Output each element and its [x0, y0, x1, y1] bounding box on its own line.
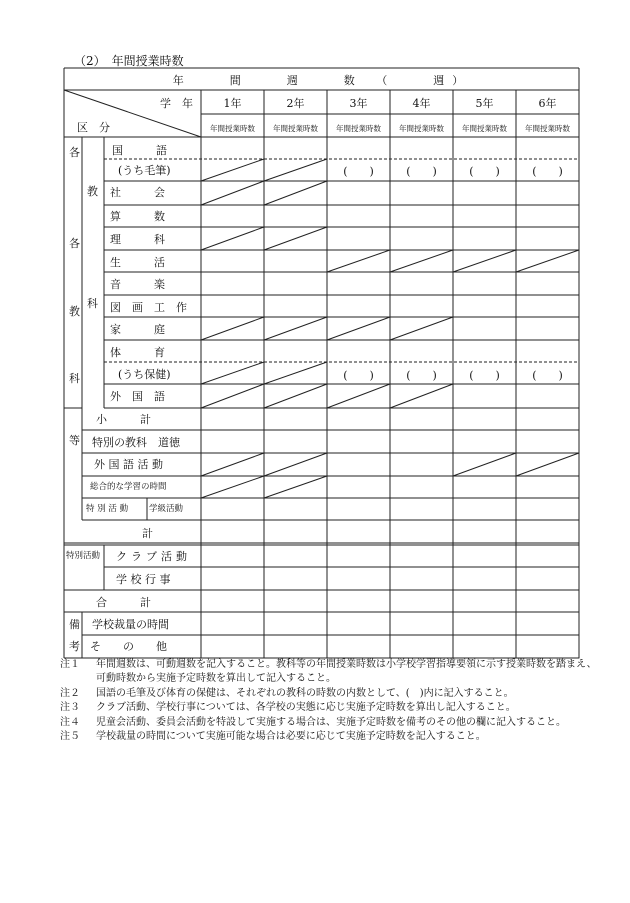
note-item	[60, 730, 600, 744]
sogo-label: 総合的な学習の時間	[90, 482, 167, 492]
kyo-char: 教	[69, 305, 80, 318]
not-applicable-slash	[453, 453, 516, 476]
note-item	[60, 716, 600, 730]
annual-hours-subheader: 年間授業時数	[462, 124, 507, 133]
subject-mohitsu: (うち毛筆)	[118, 164, 171, 177]
note-label: 注３	[60, 702, 80, 714]
annual-hours-subheader: 年間授業時数	[273, 124, 318, 133]
not-applicable-slash	[453, 250, 516, 272]
gakko-sairyo-label: 学校裁量の時間	[92, 618, 169, 631]
weeks-header: 年 間 週 数 （ 週）	[172, 74, 472, 87]
inner-count-cell[interactable]: ( )	[406, 165, 437, 178]
grade-header: 5年	[475, 97, 494, 110]
section-heading: （2） 年間授業時数	[74, 54, 184, 68]
not-applicable-slash	[201, 317, 264, 340]
subject-hoken: (うち保健)	[118, 368, 171, 381]
subject-gaikokugo: 外 国 語	[110, 390, 165, 403]
note-text: 年間週数は、可動週数を記入すること。教科等の年間授業時数は小学校学習指導要領に示す授業時数を踏まえ、可動時数から実施予定時数を算出して記入すること。	[96, 659, 597, 685]
gakkyu-katsudo-label: 学級活動	[149, 504, 184, 514]
grade-header: 2年	[286, 97, 305, 110]
subject-katei: 家 庭	[110, 323, 165, 336]
grade-header: 4年	[412, 97, 431, 110]
annual-hours-subheader: 年間授業時数	[210, 124, 255, 133]
annual-hours-subheader: 年間授業時数	[336, 124, 381, 133]
note-text: クラブ活動、学校行事については、各学校の実態に応じ実施予定時数を算出し記入すること。	[96, 702, 516, 714]
grade-header: 1年	[223, 97, 242, 110]
biko-char: 備	[69, 618, 80, 631]
not-applicable-slash	[264, 227, 327, 250]
subject-taiiku: 体 育	[110, 346, 165, 359]
grade-header: 3年	[349, 97, 368, 110]
tokubetsu-katsudo-label: 特 別 活 動	[86, 504, 129, 514]
inner-count-cell[interactable]: ( )	[532, 369, 563, 382]
not-applicable-slash	[264, 159, 327, 181]
not-applicable-slash	[201, 227, 264, 250]
not-applicable-slash	[264, 181, 327, 205]
kubun-label: 区 分	[77, 121, 110, 134]
inner-count-cell[interactable]: ( )	[469, 369, 500, 382]
not-applicable-slash	[201, 159, 264, 181]
note-label: 注１	[60, 659, 80, 670]
not-applicable-slash	[201, 181, 264, 205]
not-applicable-slash	[327, 384, 390, 408]
note-item	[60, 701, 600, 715]
gakko-gyoji-label: 学 校 行 事	[116, 573, 171, 586]
notes	[60, 658, 600, 744]
inner-count-cell[interactable]: ( )	[532, 165, 563, 178]
gakunen-label: 学 年	[160, 97, 193, 110]
not-applicable-slash	[327, 317, 390, 340]
not-applicable-slash	[264, 317, 327, 340]
not-applicable-slash	[264, 476, 327, 498]
subject-zuga: 図 画 工 作	[110, 301, 187, 314]
note-label: 注５	[60, 731, 80, 743]
subject-sansu: 算 数	[110, 210, 165, 223]
kyoka-ka-char: 科	[87, 297, 98, 310]
inner-count-cell[interactable]: ( )	[406, 369, 437, 382]
doutoku-label: 特別の教科 道徳	[92, 436, 180, 449]
shokei-label: 小 計	[96, 413, 151, 426]
tokkatsu-label: 特別活動	[66, 551, 101, 561]
inner-count-cell[interactable]: ( )	[343, 369, 374, 382]
gaikokugo-katsudo-label: 外 国 語 活 動	[94, 458, 163, 471]
not-applicable-slash	[264, 453, 327, 476]
club-label: クラブ活動	[116, 550, 191, 563]
note-label: 注４	[60, 716, 80, 728]
gokei-label: 合 計	[96, 596, 151, 609]
not-applicable-slash	[201, 362, 264, 384]
note-label: 注２	[60, 687, 80, 699]
note-item	[60, 687, 600, 701]
kei-label: 計	[142, 527, 153, 540]
subject-ongaku: 音 楽	[110, 278, 165, 291]
subject-shakai: 社 会	[110, 186, 165, 199]
subject-seikatsu: 生 活	[110, 256, 165, 269]
not-applicable-slash	[201, 453, 264, 476]
subject-kokugo: 国 語	[112, 144, 167, 157]
kyoka-kyo-char: 教	[87, 185, 98, 198]
inner-count-cell[interactable]: ( )	[469, 165, 500, 178]
grade-header: 6年	[538, 97, 557, 110]
biko-char: 考	[69, 640, 80, 653]
not-applicable-slash	[516, 250, 579, 272]
inner-count-cell[interactable]: ( )	[343, 165, 374, 178]
not-applicable-slash	[264, 384, 327, 408]
note-text: 児童会活動、委員会活動を特設して実施する場合は、実施予定時数を備考のその他の欄に記入すること。	[96, 716, 566, 728]
kaku-char: 各	[69, 237, 80, 250]
note-text: 学校裁量の時間について実施可能な場合は必要に応じて実施予定時数を記入すること。	[96, 731, 486, 743]
not-applicable-slash	[327, 250, 390, 272]
not-applicable-slash	[390, 384, 453, 408]
annual-hours-subheader: 年間授業時数	[525, 124, 570, 133]
not-applicable-slash	[390, 317, 453, 340]
not-applicable-slash	[201, 384, 264, 408]
sonota-label: そ の 他	[90, 640, 167, 653]
not-applicable-slash	[264, 362, 327, 384]
tou-char: 等	[69, 434, 80, 447]
not-applicable-slash	[201, 476, 264, 498]
subject-rika: 理 科	[110, 233, 165, 246]
annual-hours-subheader: 年間授業時数	[399, 124, 444, 133]
not-applicable-slash	[516, 453, 579, 476]
note-text: 国語の毛筆及び体育の保健は、それぞれの教科の時数の内数として、( )内に記入すること。	[96, 687, 514, 699]
note-item	[60, 658, 600, 687]
ka-char: 科	[69, 372, 80, 385]
not-applicable-slash	[390, 250, 453, 272]
kaku-char: 各	[69, 146, 80, 159]
